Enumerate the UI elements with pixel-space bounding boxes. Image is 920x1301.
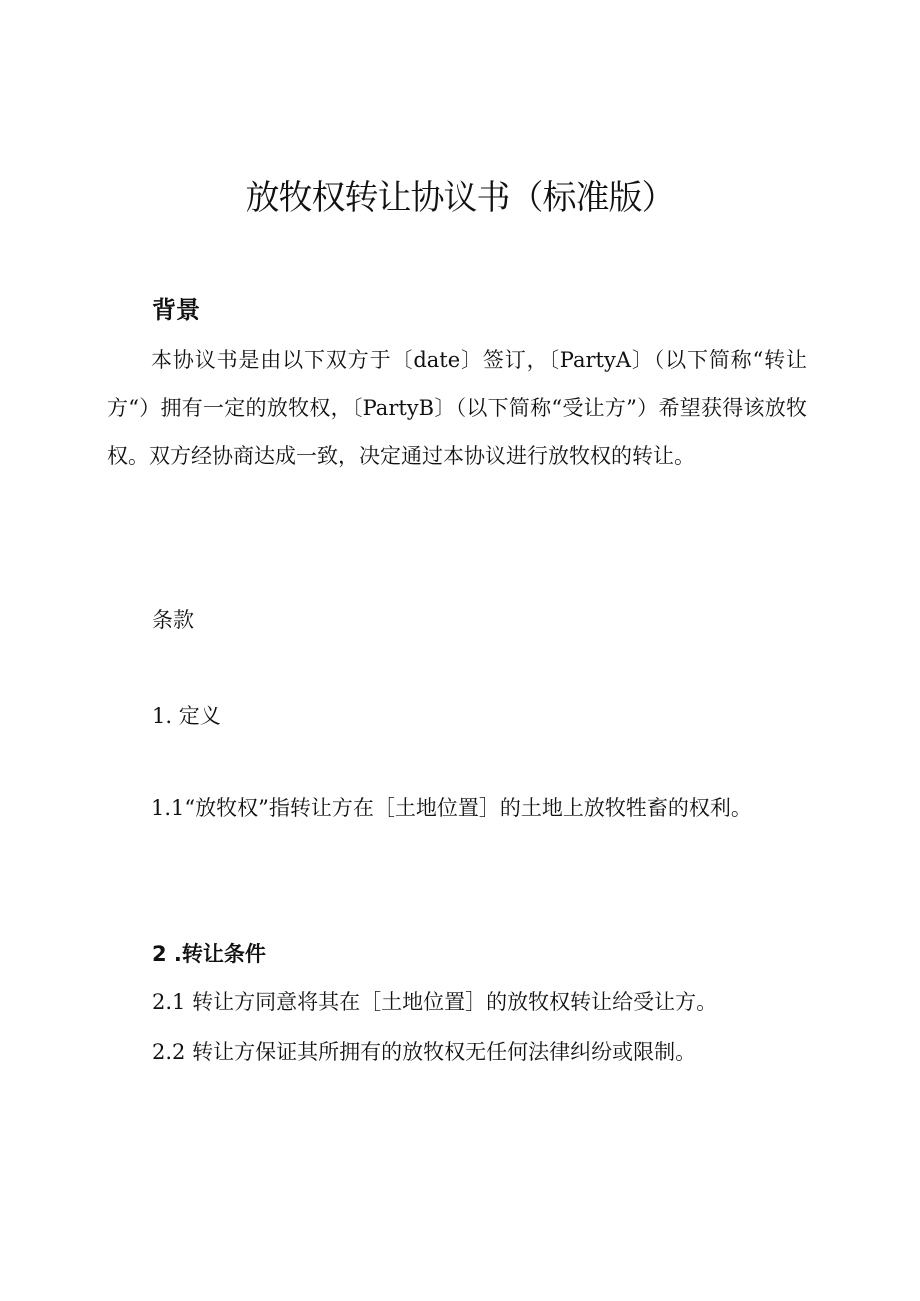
clause-1-1: 1.1“放牧权”指转让方在［土地位置］的土地上放牧牲畜的权利。	[151, 796, 752, 820]
section-2-heading: 2 .转让条件	[152, 942, 266, 966]
background-heading: 背景	[152, 296, 200, 324]
document-title: 放牧权转让协议书（标准版）	[245, 178, 675, 218]
terms-heading: 条款	[152, 608, 194, 632]
background-paragraph: 本协议书是由以下双方于〔date〕签订，〔PartyA〕（以下简称“转让方“）拥有一定的放牧权，〔PartyB〕（以下简称“受让方”）希望获得该放牧权。双方经协商达成一致，决定通过本协议进行放牧权的转让。	[107, 348, 807, 468]
section-1-heading: 1. 定义	[152, 704, 221, 728]
clause-2-2: 2.2 转让方保证其所拥有的放牧权无任何法律纠纷或限制。	[152, 1040, 697, 1064]
clause-2-1: 2.1 转让方同意将其在［土地位置］的放牧权转让给受让方。	[152, 990, 718, 1014]
